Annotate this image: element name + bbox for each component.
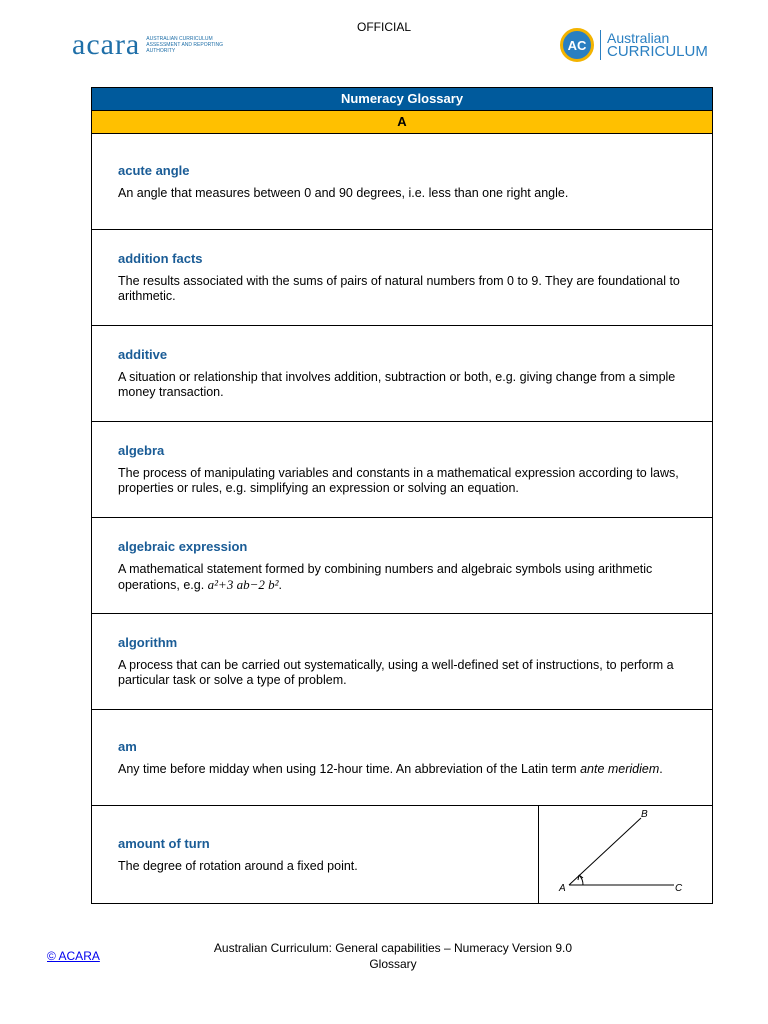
glossary-entry <box>92 806 712 903</box>
glossary-entry <box>92 518 712 614</box>
glossary-definition: A process that can be carried out systematically, using a well-defined set of instructions, to perform a particular task or solve a type of problem. <box>118 658 674 687</box>
glossary-definition: A situation or relationship that involves addition, subtraction or both, e.g. giving change from a simple money transaction. <box>118 370 676 399</box>
logo-divider <box>600 30 601 60</box>
ray-ab <box>569 818 641 885</box>
glossary-definition: The results associated with the sums of pairs of natural numbers from 0 to 9. They are foundational to arithmetic. <box>118 274 680 303</box>
glossary-definition <box>118 562 686 593</box>
glossary-definition <box>118 762 686 777</box>
glossary-entry <box>92 326 712 422</box>
angle-figure <box>538 806 712 903</box>
latin-term: ante meridiem <box>580 761 660 776</box>
glossary-term: acute angle <box>118 162 190 178</box>
official-label: OFFICIAL <box>356 20 411 34</box>
glossary-term: addition facts <box>118 251 203 266</box>
footer-line2: Glossary <box>369 957 417 971</box>
ac-logo-line1: Australian <box>607 30 670 46</box>
definition-text: Any time before midday when using 12-hour time. An abbreviation of the Latin term <box>118 761 577 776</box>
glossary-term: additive <box>118 347 168 362</box>
glossary-entry-text <box>92 806 538 903</box>
glossary-letter-heading: A <box>92 111 712 134</box>
angle-diagram <box>539 806 712 903</box>
acara-logo-subtitle: AUSTRALIAN CURRICULUM ASSESSMENT AND REPORTING AUTHORITY <box>146 36 224 54</box>
glossary-term: algebraic expression <box>118 538 248 554</box>
footer-text <box>0 940 768 972</box>
glossary-term: amount of turn <box>118 835 210 851</box>
vertex-label-c: C <box>675 883 683 894</box>
definition-text: A mathematical statement formed by combining numbers and algebraic symbols using arithmetic operations, e.g. <box>118 561 653 592</box>
ac-logo-line2: CURRICULUM <box>607 43 708 60</box>
glossary-term: algebra <box>118 443 165 458</box>
glossary-term: am <box>118 738 137 754</box>
glossary-table <box>91 87 713 904</box>
glossary-entry <box>92 614 712 710</box>
acara-logo <box>72 30 226 60</box>
ac-logo-text <box>607 31 708 59</box>
vertex-label-b: B <box>641 809 648 820</box>
footer-line1: Australian Curriculum: General capabilities – Numeracy Version 9.0 <box>213 941 573 955</box>
acara-logo-word: acara <box>72 28 141 61</box>
glossary-term: algorithm <box>118 635 178 650</box>
copyright-link[interactable]: © ACARA <box>47 949 100 963</box>
glossary-definition: The degree of rotation around a fixed point. <box>118 858 358 873</box>
australian-curriculum-logo <box>560 28 708 62</box>
definition-end: . <box>659 761 663 776</box>
glossary-definition: The process of manipulating variables and constants in a mathematical expression according to laws, properties or rules, e.g. simplifying an expression or solving an equation. <box>118 466 679 495</box>
ac-badge-icon: AC <box>560 28 594 62</box>
glossary-entry <box>92 422 712 518</box>
glossary-entry <box>92 710 712 806</box>
math-expression: a²+3 ab−2 b² <box>207 576 279 592</box>
glossary-definition: An angle that measures between 0 and 90 degrees, i.e. less than one right angle. <box>118 185 569 200</box>
glossary-title: Numeracy Glossary <box>92 88 712 111</box>
glossary-entry <box>92 134 712 230</box>
definition-end: . <box>278 577 282 592</box>
glossary-entry <box>92 230 712 326</box>
vertex-label-a: A <box>559 883 566 894</box>
